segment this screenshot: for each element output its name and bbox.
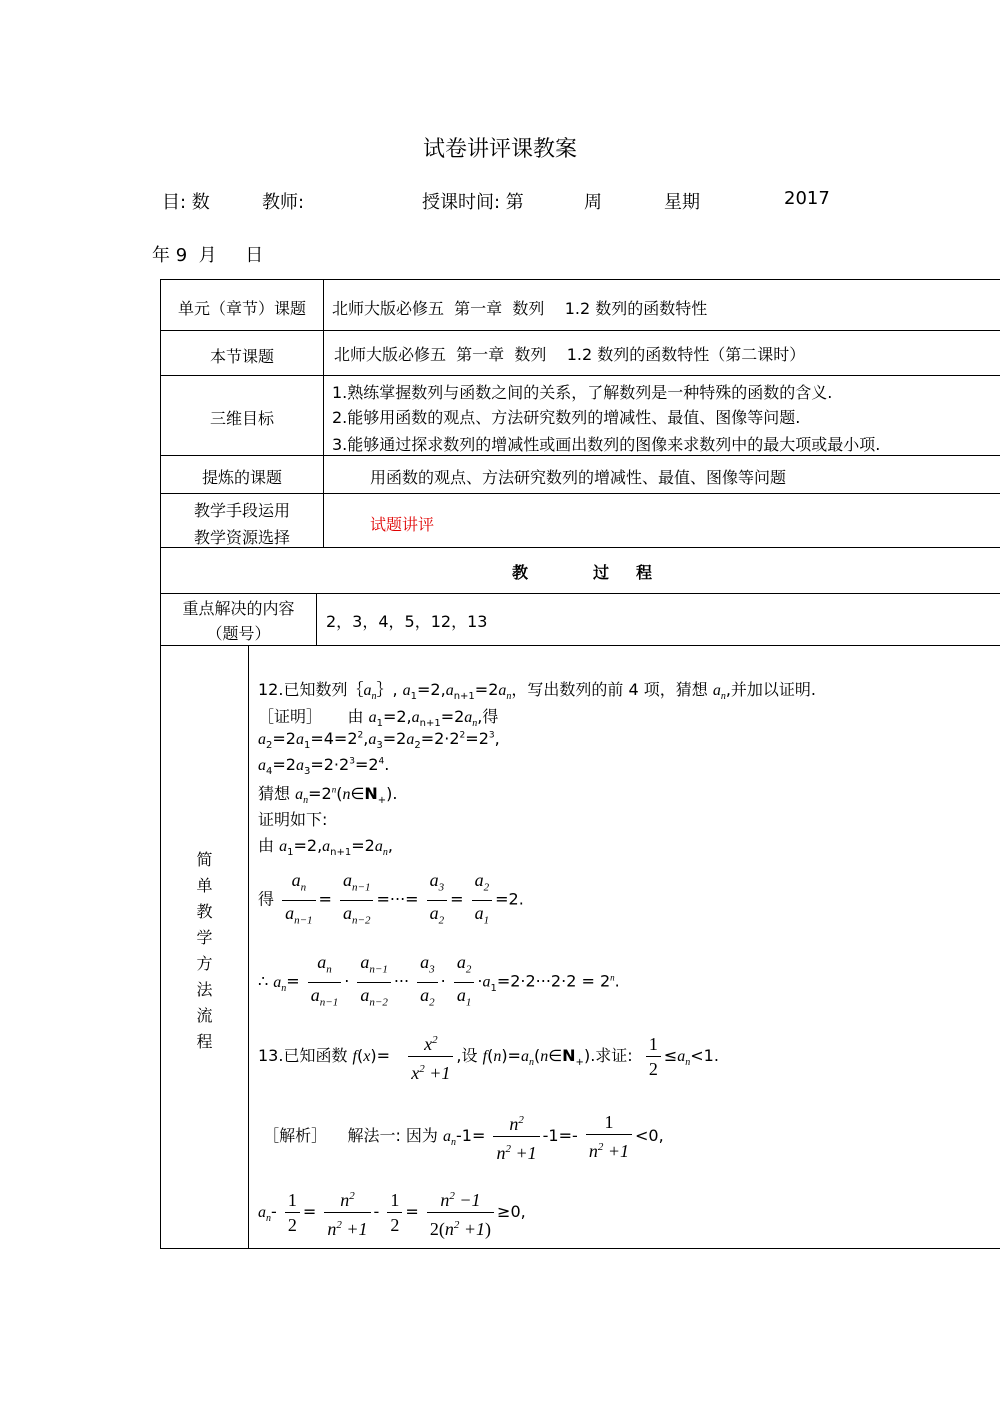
page-title: 试卷讲评课教案 — [422, 137, 577, 162]
means-label: 教学手段运用 — [193, 501, 290, 520]
focus-label: 重点解决的内容 — [182, 599, 295, 618]
date-line: 年 9 月 日 — [152, 245, 264, 266]
problem-12: 12.已知数列$\{a_n\}$, $a_1=2,a_{n+1}=2a_n$，写出数列的前 4 项，猜想 $a_n$,并加以证明. — [258, 680, 817, 703]
proof-line-3: $a_4=2a_3=2\cdot 2^3=2^4$. — [258, 755, 390, 778]
focus-label-sub: （题号） — [206, 624, 271, 643]
focus-value: 2，3，4，5，12，13 — [326, 612, 488, 631]
proof-line-1: ［证明］ 由 $a_1=2,a_{n+1}=2a_n$,得 — [258, 707, 499, 730]
proof-line-2: $a_2=2a_1=4=2^2,a_3=2a_2=2\cdot 2^2=2^3$, — [258, 729, 500, 752]
guess-line: 猜想 $a_n=2^n(n\in N_+)$. — [258, 784, 398, 807]
process-char: 过 — [593, 563, 610, 582]
goal-item: 1.熟练掌握数列与函数之间的关系，了解数列是一种特殊的函数的含义. — [332, 383, 833, 402]
teacher-label: 教师: — [262, 192, 305, 213]
lesson-label: 本节课题 — [209, 347, 274, 366]
goals-label: 三维目标 — [209, 409, 274, 428]
lesson-value: 北师大版必修五 第一章 数列 1.2 数列的函数特性（第二课时） — [334, 345, 806, 364]
time-label: 授课时间: 第 — [422, 192, 524, 213]
refined-label: 提炼的课题 — [201, 468, 282, 487]
year-label: 2017 — [784, 188, 830, 209]
refined-value: 用函数的观点、方法研究数列的增减性、最值、图像等问题 — [370, 468, 787, 487]
process-char: 教 — [512, 563, 529, 582]
ratio-line: 得 $\frac{a_n}{a_{n-1}}$ = $\frac{a_{n-1}}{a_{n-2}}$ =···= $\frac{a_3}{a_2}$ = $\frac{a_2}{a_1}$ =2. — [258, 870, 524, 927]
difference-line: $a_n-$ $\frac{1}{2}$ = $\frac{n^2}{n^2 +1}$ - $\frac{1}{2}$ = $\frac{n^2 -1}{2(n^2 +1)}$ ≥0, — [258, 1184, 526, 1241]
resources-label: 教学资源选择 — [193, 528, 290, 547]
week-label: 周 — [584, 192, 602, 213]
analysis-line: ［解析］ 解法一: 因为 $a_n-1=$ $\frac{n^2}{n^2 +1}$ -1=- $\frac{1}{n^2 +1}$ <0, — [258, 1108, 664, 1165]
unit-label: 单元（章节）课题 — [177, 299, 306, 318]
process-char: 程 — [636, 563, 653, 582]
problem-13: 13.已知函数 f(x)= $\frac{x^2}{x^2 +1}$ ,设 $f(n)=a_n(n\in N_+)$.求证: $\frac{1}{2}$ $\le a_n<1$. — [258, 1028, 719, 1085]
unit-value: 北师大版必修五 第一章 数列 1.2 数列的函数特性 — [332, 299, 708, 318]
subject-label: 目: 数 — [162, 192, 210, 213]
means-value: 试题讲评 — [370, 515, 435, 534]
product-line: ∴ $a_n=$ $\frac{a_n}{a_{n-1}}$ · $\frac{a_{n-1}}{a_{n-2}}$ ··· $\frac{a_3}{a_2}$ · $\frac{a_2}{a_1}$ $\cdot a_1=2\cdot 2\cdot\cdot\cdot 2\cdot 2 = 2^n$. — [258, 952, 620, 1009]
prove-as-line: 证明如下: — [258, 810, 328, 829]
weekday-label: 星期 — [664, 192, 700, 213]
goal-item: 2.能够用函数的观点、方法研究数列的增减性、最值、图像等问题. — [332, 408, 801, 427]
goal-item: 3.能够通过探求数列的增减性或画出数列的图像来求数列中的最大项或最小项. — [332, 435, 881, 454]
by-line: 由 $a_1=2,a_{n+1}=2a_n$, — [258, 836, 393, 859]
